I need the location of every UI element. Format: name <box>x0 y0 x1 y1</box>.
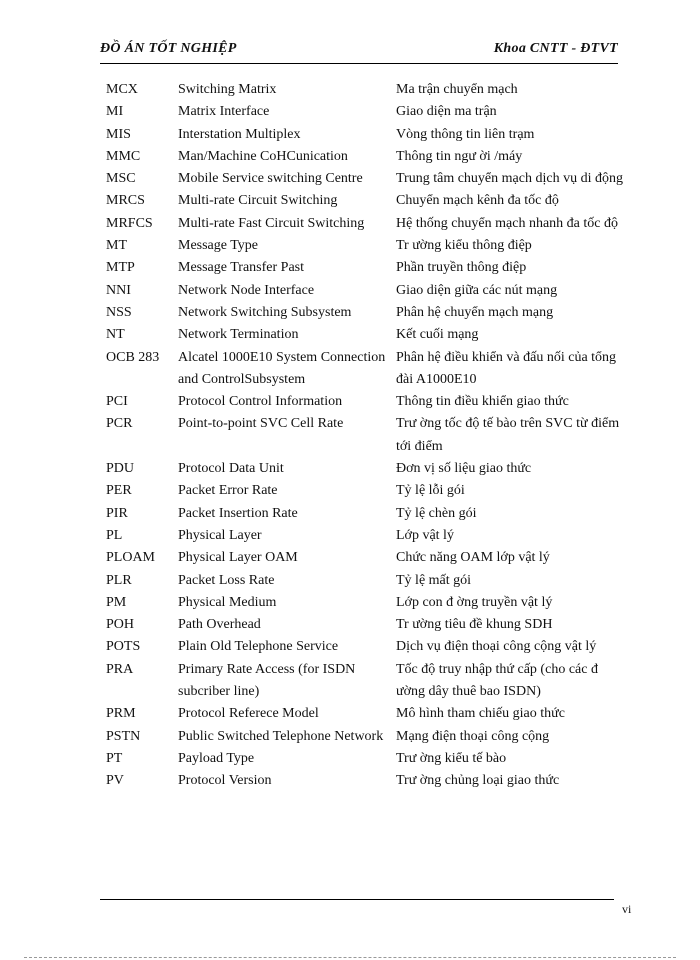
table-row <box>106 235 626 257</box>
english-term-cell: Network Switching Subsystem <box>178 304 352 320</box>
english-term-cell: Protocol Data Unit <box>178 461 284 477</box>
abbreviation-cell: OCB 283 <box>106 349 160 365</box>
vietnamese-term-cell: Phân hệ điều khiển và đấu nối của tổng đài A1000E10 <box>396 349 617 387</box>
table-row <box>106 347 626 392</box>
table-row <box>106 770 626 792</box>
abbreviation-cell: MRCS <box>106 193 145 209</box>
english-term-cell: Point-to-point SVC Cell Rate <box>178 416 344 432</box>
english-term-cell: Packet Loss Rate <box>178 572 275 588</box>
vietnamese-term-cell: Phần truyền thông điệp <box>396 260 527 276</box>
table-row <box>106 458 626 480</box>
table-row <box>106 101 626 123</box>
vietnamese-term-cell: Đơn vị số liệu giao thức <box>396 461 532 477</box>
table-row <box>106 324 626 346</box>
table-row <box>106 213 626 235</box>
abbreviation-cell: PSTN <box>106 728 141 744</box>
vietnamese-term-cell: Tr ường tiêu đề khung SDH <box>396 617 553 633</box>
table-row <box>106 703 626 725</box>
table-row <box>106 480 626 502</box>
table-row <box>106 413 626 458</box>
table-row <box>106 168 626 190</box>
vietnamese-term-cell: Tốc độ truy nhập thứ cấp (cho các đ ường dây thuê bao ISDN) <box>396 661 598 700</box>
table-row <box>106 302 626 324</box>
vietnamese-term-cell: Kết cuối mạng <box>396 327 479 343</box>
english-term-cell: Path Overhead <box>178 617 261 633</box>
vietnamese-term-cell: Trư ờng tốc độ tế bào trên SVC từ điểm tới điểm <box>396 416 620 454</box>
english-term-cell: Switching Matrix <box>178 82 277 97</box>
table-row <box>106 659 626 704</box>
page-break-line <box>24 957 676 958</box>
page-number: vi <box>622 902 632 916</box>
english-term-cell: Packet Insertion Rate <box>178 505 298 521</box>
english-term-cell: Public Switched Telephone Network <box>178 728 384 744</box>
english-term-cell: Physical Medium <box>178 594 277 610</box>
header-rule <box>100 63 618 64</box>
table-row <box>106 391 626 413</box>
abbreviation-cell: PRA <box>106 661 134 677</box>
english-term-cell: Protocol Version <box>178 773 272 789</box>
vietnamese-term-cell: Tr ường kiểu thông điệp <box>396 238 532 254</box>
vietnamese-term-cell: Mạng điện thoại công cộng <box>396 728 550 744</box>
vietnamese-term-cell: Trung tâm chuyển mạch dịch vụ di động <box>396 171 623 187</box>
abbreviation-cell: PT <box>106 750 123 766</box>
vietnamese-term-cell: Trư ờng chủng loại giao thức <box>396 773 560 789</box>
english-term-cell: Primary Rate Access (for ISDN subcriber line) <box>178 661 356 700</box>
vietnamese-term-cell: Chức năng OAM lớp vật lý <box>396 550 550 566</box>
vietnamese-term-cell: Phân hệ chuyển mạch mạng <box>396 304 554 320</box>
english-term-cell: Man/Machine CoHCunication <box>178 148 348 164</box>
english-term-cell: Protocol Referece Model <box>178 706 319 722</box>
abbreviation-cell: MI <box>106 104 124 120</box>
table-row <box>106 636 626 658</box>
vietnamese-term-cell: Dịch vụ điện thoại công cộng vật lý <box>396 639 597 655</box>
vietnamese-term-cell: Giao diện ma trận <box>396 104 497 120</box>
abbreviation-cell: PIR <box>106 505 128 521</box>
vietnamese-term-cell: Thông tin điều khiển giao thức <box>396 394 569 410</box>
header-title: ĐỒ ÁN TỐT NGHIỆP <box>100 41 237 56</box>
vietnamese-term-cell: Ma trận chuyển mạch <box>396 82 518 97</box>
table-row <box>106 146 626 168</box>
abbreviation-cell: PER <box>106 483 132 499</box>
vietnamese-term-cell: Mô hình tham chiếu giao thức <box>396 706 565 722</box>
abbreviation-cell: PCI <box>106 394 128 410</box>
vietnamese-term-cell: Lớp vật lý <box>396 527 454 543</box>
abbreviation-cell: PV <box>106 773 124 789</box>
abbreviation-cell: PL <box>106 527 123 543</box>
vietnamese-term-cell: Tỷ lệ chèn gói <box>396 505 477 521</box>
english-term-cell: Message Transfer Past <box>178 260 304 276</box>
vietnamese-term-cell: Giao diện giữa các nút mạng <box>396 282 558 298</box>
english-term-cell: Multi-rate Circuit Switching <box>178 193 338 209</box>
abbreviation-cell: PM <box>106 594 127 610</box>
english-term-cell: Message Type <box>178 238 259 254</box>
english-term-cell: Packet Error Rate <box>178 483 278 499</box>
vietnamese-term-cell: Hệ thống chuyển mạch nhanh đa tốc độ <box>396 215 618 231</box>
vietnamese-term-cell: Trư ờng kiểu tế bào <box>396 750 507 766</box>
english-term-cell: Payload Type <box>178 750 255 766</box>
table-row <box>106 547 626 569</box>
table-row <box>106 79 626 101</box>
header-department: Khoa CNTT - ĐTVT <box>493 41 618 56</box>
vietnamese-term-cell: Thông tin ngư ời /máy <box>396 148 523 164</box>
vietnamese-term-cell: Tỷ lệ lỗi gói <box>396 483 465 499</box>
table-row <box>106 592 626 614</box>
abbreviation-cell: MTP <box>106 260 135 276</box>
english-term-cell: Interstation Multiplex <box>178 126 301 142</box>
abbreviation-cell: NNI <box>106 282 131 298</box>
table-row <box>106 257 626 279</box>
abbreviation-cell: MSC <box>106 171 136 187</box>
english-term-cell: Alcatel 1000E10 System Connection and ControlSubsystem <box>178 349 386 387</box>
table-row <box>106 503 626 525</box>
table-row <box>106 190 626 212</box>
english-term-cell: Multi-rate Fast Circuit Switching <box>178 215 365 231</box>
english-term-cell: Mobile Service switching Centre <box>178 171 363 187</box>
table-row <box>106 614 626 636</box>
english-term-cell: Physical Layer OAM <box>178 550 298 566</box>
abbreviation-cell: NSS <box>106 304 132 320</box>
abbreviation-cell: MIS <box>106 126 131 142</box>
abbreviation-cell: PLR <box>106 572 132 588</box>
footer-rule <box>100 899 614 900</box>
abbreviation-cell: POTS <box>106 639 141 655</box>
english-term-cell: Physical Layer <box>178 527 262 543</box>
abbreviation-cell: MRFCS <box>106 215 153 231</box>
abbreviation-table <box>106 79 626 793</box>
english-term-cell: Network Node Interface <box>178 282 315 298</box>
english-term-cell: Plain Old Telephone Service <box>178 639 339 655</box>
abbreviation-cell: MCX <box>106 82 138 97</box>
abbreviation-cell: MMC <box>106 148 141 164</box>
abbreviation-cell: PCR <box>106 416 133 432</box>
table-row <box>106 570 626 592</box>
english-term-cell: Network Termination <box>178 327 299 343</box>
vietnamese-term-cell: Lớp con đ ờng truyền vật lý <box>396 594 553 610</box>
english-term-cell: Matrix Interface <box>178 104 270 120</box>
table-row <box>106 748 626 770</box>
abbreviation-cell: PLOAM <box>106 550 156 566</box>
abbreviation-cell: POH <box>106 617 135 633</box>
abbreviation-cell: MT <box>106 238 127 254</box>
vietnamese-term-cell: Vòng thông tin liên trạm <box>396 126 535 142</box>
table-row <box>106 124 626 146</box>
vietnamese-term-cell: Tỷ lệ mất gói <box>396 572 472 588</box>
abbreviation-cell: PDU <box>106 461 135 477</box>
english-term-cell: Protocol Control Information <box>178 394 343 410</box>
abbreviation-cell: NT <box>106 327 125 343</box>
vietnamese-term-cell: Chuyển mạch kênh đa tốc độ <box>396 193 559 209</box>
abbreviation-cell: PRM <box>106 706 136 722</box>
table-row <box>106 280 626 302</box>
table-row <box>106 726 626 748</box>
table-row <box>106 525 626 547</box>
